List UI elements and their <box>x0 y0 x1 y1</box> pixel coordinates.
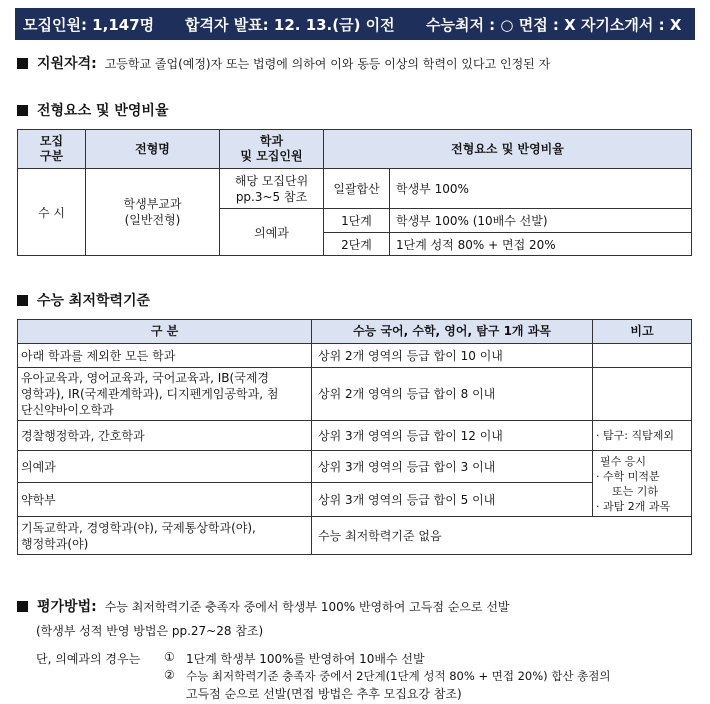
header-category: 모집 구분 <box>18 130 86 169</box>
stage-all-value: 학생부 100% <box>390 169 692 209</box>
qualification-text: 고등학교 졸업(예정)자 또는 법령에 의하여 이와 동등 이상의 학력이 있다고 인정된 자 <box>104 56 551 71</box>
dept-cell-general: 해당 모집단위 pp.3~5 참조 <box>220 169 324 209</box>
square-bullet-icon <box>17 58 28 69</box>
table-row: 유아교육과, 영어교육과, 국어교육과, IB(국제경 영학과), IR(국제관계학과), 디지펜게임공학과, 첨 단신약바이오학과 상위 2개 영역의 등급 합이 8 이내 <box>18 368 692 421</box>
minimum-table <box>17 319 692 555</box>
header-dept: 학과 및 모집인원 <box>220 130 324 169</box>
category-cell: 수 시 <box>18 169 86 256</box>
summary-header-bar <box>15 8 695 40</box>
note-no-vocational: · 탐구: 직탐제외 <box>593 421 692 451</box>
table-row: 약학부 상위 3개 영역의 등급 합이 5 이내 <box>18 483 692 517</box>
type-cell: 학생부교과 (일반전형) <box>86 169 220 256</box>
table-row: 기독교학과, 경영학과(야), 국제통상학과(야), 행정학과(야) 수능 최저학력기준 없음 <box>18 517 692 555</box>
dept-cell-medical: 의예과 <box>220 209 324 256</box>
selection-section-title: 전형요소 및 반영비율 <box>17 100 168 120</box>
evaluation-section <box>17 596 510 616</box>
header-subjects: 수능 국어, 수학, 영어, 탐구 1개 과목 <box>312 320 593 344</box>
stage1-value: 학생부 100% (10배수 선발) <box>390 209 692 233</box>
header-ratio: 전형요소 및 반영비율 <box>324 130 692 169</box>
recruit-count: 모집인원: 1,147명 <box>23 15 155 34</box>
table-row: 경찰행정학과, 간호학과 상위 3개 영역의 등급 합이 12 이내 · 탐구: 직탐제외 <box>18 421 692 451</box>
item1-number: ① <box>164 650 175 664</box>
item1-text: 1단계 학생부 100%를 반영하여 10배수 선발 <box>186 652 425 666</box>
note-required-subjects: 필수 응시 · 수학 미적분 또는 기하 · 과탐 2개 과목 <box>593 451 692 517</box>
selection-table <box>17 129 692 256</box>
header-type: 전형명 <box>86 130 220 169</box>
qualification-title: 지원자격: <box>37 56 97 72</box>
stage2-value: 1단계 성적 80% + 면접 20% <box>390 233 692 256</box>
item2-text-line1: 수능 최저학력기준 충족자 중에서 2단계(1단계 성적 80% + 면접 20%) 합산 총점의 <box>186 669 611 683</box>
evaluation-sub: (학생부 성적 반영 방법은 pp.27~28 참조) <box>36 624 264 638</box>
evaluation-text: 수능 최저학력기준 충족자 중에서 학생부 100% 반영하여 고득점 순으로 선발 <box>104 599 510 614</box>
minimum-section-title: 수능 최저학력기준 <box>17 290 150 310</box>
announce-date: 합격자 발표: 12. 13.(금) 이전 <box>185 15 395 34</box>
square-bullet-icon <box>17 105 28 116</box>
item2-number: ② <box>164 668 175 682</box>
header-note: 비고 <box>593 320 692 344</box>
square-bullet-icon <box>17 601 28 612</box>
criteria-summary: 수능최저 : ○ 면접 : X 자기소개서 : X <box>426 15 682 34</box>
medical-prefix: 단, 의예과의 경우는 <box>36 652 141 666</box>
item2-text-line2: 고득점 순으로 선발(면접 방법은 추후 모집요강 참조) <box>186 687 462 701</box>
square-bullet-icon <box>17 295 28 306</box>
stage2-label: 2단계 <box>324 233 390 256</box>
stage1-label: 1단계 <box>324 209 390 233</box>
table-row: 의예과 상위 3개 영역의 등급 합이 3 이내 필수 응시 · 수학 미적분 또는 기하 · 과탐 2개 과목 <box>18 451 692 483</box>
evaluation-title: 평가방법: <box>37 599 97 615</box>
table-row: 아래 학과를 제외한 모든 학과 상위 2개 영역의 등급 합이 10 이내 <box>18 344 692 368</box>
qualification-section <box>17 53 550 73</box>
header-category: 구 분 <box>18 320 312 344</box>
stage-all-label: 일괄합산 <box>324 169 390 209</box>
